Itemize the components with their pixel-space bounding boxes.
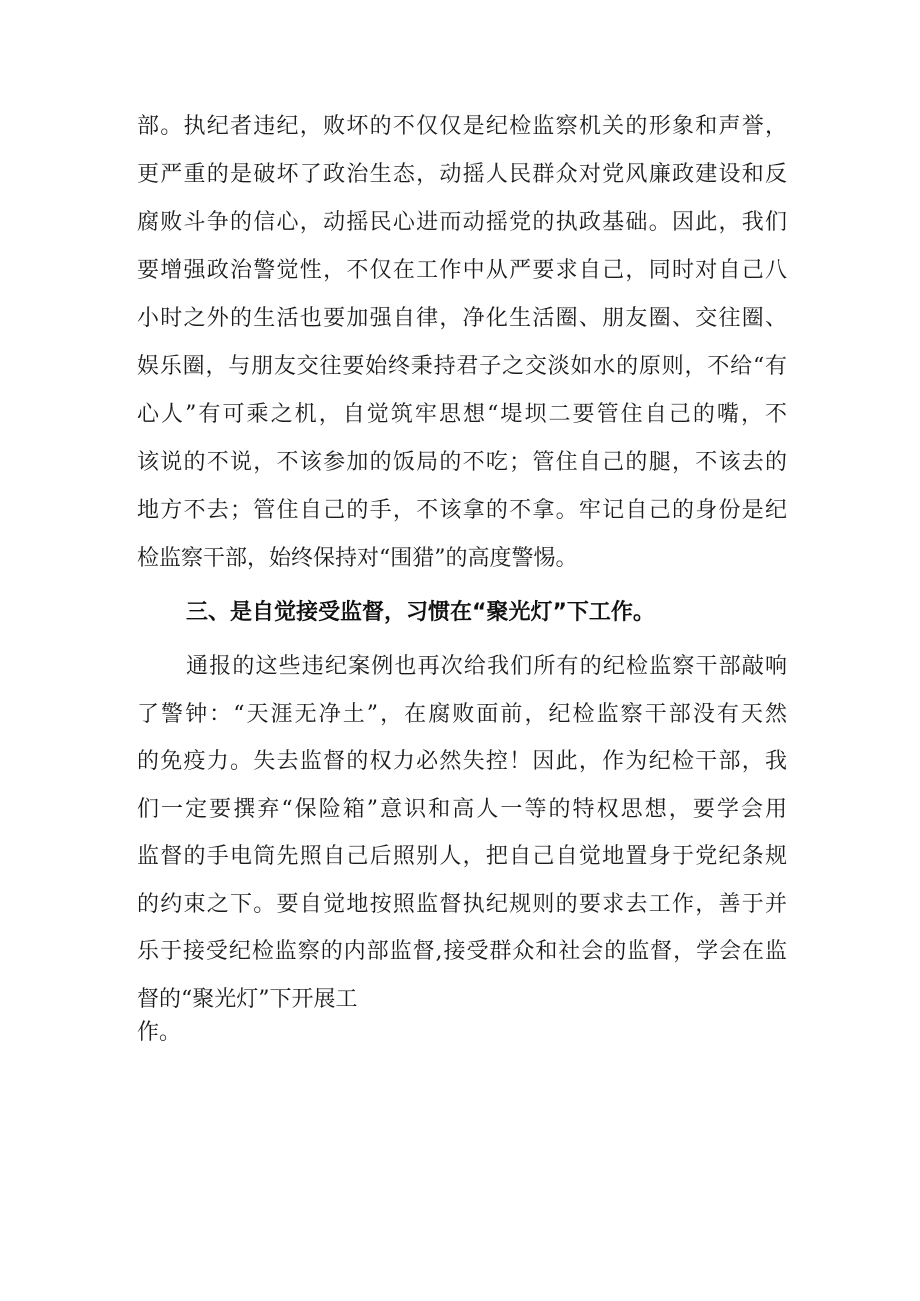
paragraph-1-line-2: 更严重的是破坏了政治生态，动摇人民群众对党风廉政建设和反	[137, 162, 787, 187]
paragraph-1-line-5: 小时之外的生活也要加强自律，净化生活圈、朋友圈、交往圈、	[137, 306, 787, 331]
paragraph-1-line-8: 该说的不说，不该参加的饭局的不吃；管住自己的腿，不该去的	[137, 450, 787, 475]
paragraph-1-line-6: 娱乐圈，与朋友交往要始终秉持君子之交淡如水的原则，不给“有	[137, 354, 787, 379]
section-heading-3: 三、是自觉接受监督，习惯在“聚光灯”下工作。	[186, 600, 655, 625]
paragraph-1-line-4: 要增强政治警觉性，不仅在工作中从严要求自己，同时对自己八	[137, 258, 787, 283]
paragraph-2-line-6: 的约束之下。要自觉地按照监督执纪规则的要求去工作，善于并	[137, 892, 787, 917]
paragraph-2-line-7: 乐于接受纪检监察的内部监督,接受群众和社会的监督，学会在监	[137, 939, 787, 964]
paragraph-2-line-5: 监督的手电筒先照自己后照别人，把自己自觉地置身于党纪条规	[137, 844, 787, 869]
paragraph-2-line-3: 的免疫力。失去监督的权力必然失控！因此，作为纪检干部，我	[137, 749, 787, 774]
paragraph-2-line-9: 作。	[137, 1020, 182, 1045]
paragraph-2-line-8: 督的“聚光灯”下开展工	[137, 987, 358, 1012]
paragraph-2-line-1: 通报的这些违纪案例也再次给我们所有的纪检监察干部敲响	[186, 654, 787, 679]
paragraph-2-line-4: 们一定要撰弃“保险箱”意识和高人一等的特权思想，要学会用	[137, 797, 787, 822]
paragraph-1-line-1: 部。执纪者违纪，败坏的不仅仅是纪检监察机关的形象和声誉，	[137, 114, 787, 139]
paragraph-1-line-9: 地方不去；管住自己的手，不该拿的不拿。牢记自己的身份是纪	[137, 498, 787, 523]
paragraph-1-line-7: 心人”有可乘之机，自觉筑牢思想“堤坝二要管住自己的嘴，不	[137, 402, 787, 427]
paragraph-1-line-10: 检监察干部，始终保持对“围猎”的高度警惕。	[137, 546, 578, 571]
paragraph-1-line-3: 腐败斗争的信心，动摇民心进而动摇党的执政基础。因此，我们	[137, 210, 787, 235]
paragraph-2-line-2: 了警钟：“天涯无净土”，在腐败面前，纪检监察干部没有天然	[137, 702, 787, 727]
